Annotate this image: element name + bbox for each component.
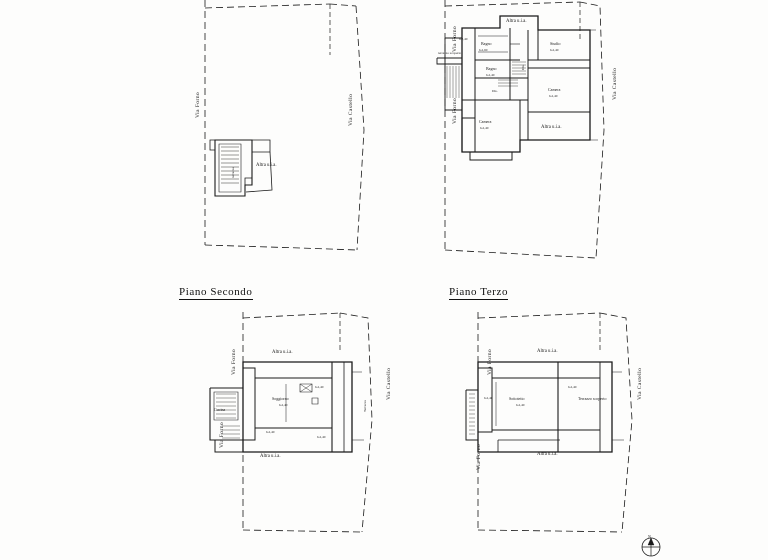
floor-title-piano-secondo: Piano Secondo <box>179 286 253 298</box>
height-annotation-bl-2: h.2,40 <box>317 435 326 439</box>
room-label-sottotetto: Sottotetto <box>509 396 525 401</box>
street-label-via-forno-br-b: Via Forno <box>476 443 482 470</box>
floor-title-piano-terzo: Piano Terzo <box>449 286 509 298</box>
room-height-bagno-2: h.2,40 <box>486 73 495 77</box>
north-arrow-label: N <box>648 534 651 539</box>
label-terrazza-tl: terrazza <box>231 167 235 178</box>
room-label-bagno-2: Bagno <box>486 66 497 71</box>
label-altra-uia-bl-bottom: Altra u.i.a. <box>260 454 281 459</box>
street-label-via-forno-bl-a: Via Forno <box>231 348 237 375</box>
room-label-studio: Studio <box>550 41 561 46</box>
street-label-via-castello-tl: Via Castello <box>348 93 354 126</box>
label-altra-uia-tl: Altra u.i.a. <box>256 163 277 168</box>
room-label-soggiorno: Soggiorno <box>272 396 289 401</box>
room-height-camera-2: h.2,40 <box>480 126 489 130</box>
room-label-camera-2: Camera <box>479 119 492 124</box>
room-height-bagno-1: h.2,60 <box>479 48 488 52</box>
room-label-camera-1: Camera <box>548 87 561 92</box>
room-label-dis-1: Dis. <box>521 64 525 70</box>
street-label-via-forno-tr-a: Via Forno <box>452 25 458 52</box>
room-height-studio: h.2,40 <box>550 48 559 52</box>
street-label-via-castello-tr: Via Castello <box>612 67 618 100</box>
room-label-terrazzo-scoperto-br: Terrazzo scoperto <box>578 396 607 401</box>
street-label-via-forno-bl-b: Via Forno <box>219 421 225 448</box>
room-label-dis-2: Dis. <box>492 89 498 93</box>
label-altra-uia-tr-top: Altra u.i.a. <box>506 19 527 24</box>
height-annotation-bl-1: h.2,40 <box>315 385 324 389</box>
street-label-via-castello-bl: Via Castello <box>386 367 392 400</box>
room-height-soggiorno: h.2,40 <box>279 403 288 407</box>
street-label-via-forno-tr-b: Via Forno <box>452 97 458 124</box>
room-label-bagno-1: Bagno <box>481 41 492 46</box>
room-height-annotation-tr: h.2,40 <box>459 37 468 41</box>
height-annotation-bl-3: h.2,40 <box>266 430 275 434</box>
label-altra-uia-tr-bottom: Altra u.i.a. <box>541 125 562 130</box>
room-height-camera-1: h.2,40 <box>549 94 558 98</box>
room-label-terrazzo-scoperto-tr: terrazzo scoperto <box>438 51 462 55</box>
label-altra-uia-br-top: Altra u.i.a. <box>537 349 558 354</box>
height-annotation-br-1: h.2,40 <box>484 396 493 400</box>
street-label-via-castello-br: Via Castello <box>637 367 643 400</box>
height-annotation-br-2: h.2,40 <box>568 385 577 389</box>
room-height-sottotetto: h.2,40 <box>516 403 525 407</box>
room-label-terrazzo-bl: Terrazzo <box>363 400 367 412</box>
street-label-via-forno-br-a: Via Forno <box>487 348 493 375</box>
label-altra-uia-br-bottom: Altra u.i.a. <box>537 452 558 457</box>
room-label-cucina: Cucina <box>214 407 226 412</box>
label-altra-uia-bl-top: Altra u.i.a. <box>272 350 293 355</box>
street-label-via-forno-tl: Via Forno <box>195 91 201 118</box>
